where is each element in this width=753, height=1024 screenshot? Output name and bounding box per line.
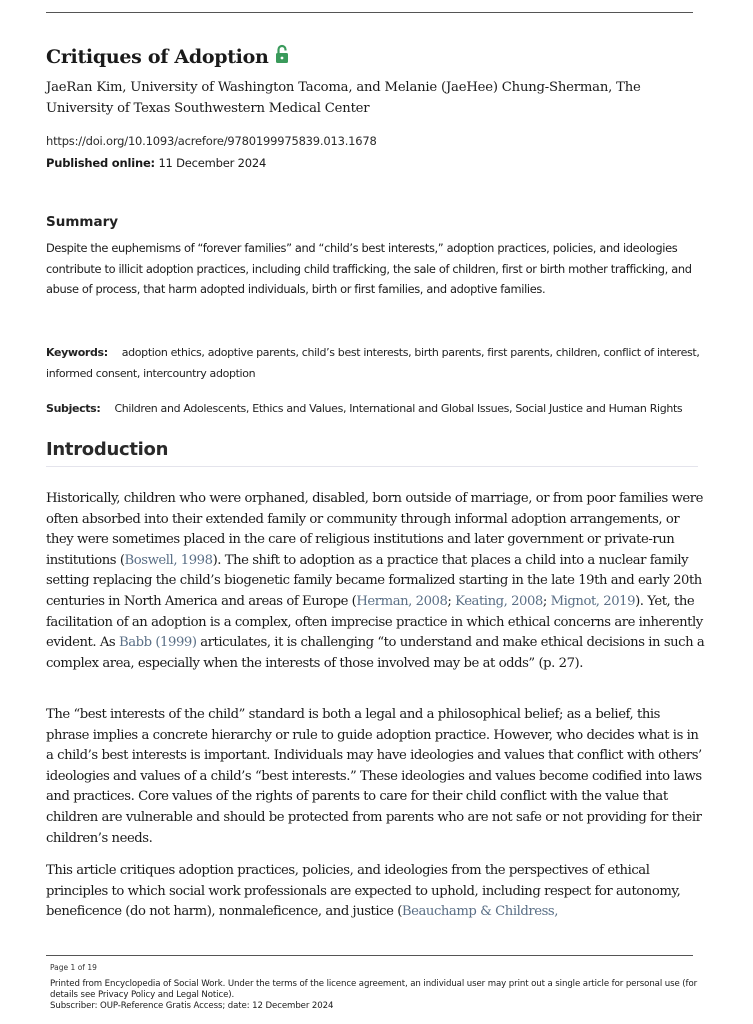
page-number xyxy=(50,963,97,972)
article-title: Critiques of Adoption xyxy=(46,46,269,68)
citation-link[interactable]: Babb (1999) xyxy=(118,635,197,651)
citation-link[interactable]: Boswell, 1998 xyxy=(124,552,213,568)
page-prefix: Page xyxy=(50,963,71,972)
keywords xyxy=(46,342,700,384)
keywords-label: Keywords: xyxy=(46,346,108,359)
article-authors: JaeRan Kim, University of Washington Tacoma, and Melanie (JaeHee) Chung-Sherman, The University of Texas Southwestern Medical Center xyxy=(46,80,641,116)
paragraph-text: ). The shift to adoption as a practice that places a child into a nuclear family setting replacing the child’s biogenetic family became formalized starting in the late 19th and early 20th centuries in North America and areas of Europe ( xyxy=(46,552,702,609)
paragraph-text: ). Yet, the facilitation of an adoption is a complex, often imprecise practice in which ethical concerns are inherently evident. As xyxy=(46,593,703,651)
published-label: Published online: xyxy=(46,156,155,170)
footer-rule xyxy=(46,955,693,956)
subjects-label: Subjects: xyxy=(46,402,101,415)
summary-text: Despite the euphemisms of “forever families” and “child’s best interests,” adoption practices, policies, and ideologies contribute to illicit adoption practices, including child trafficking, the sale of children, first or birth mother trafficking, and abuse of process, that harm adopted individuals, birth or first families, and adoptive families. xyxy=(46,241,692,296)
paragraph-text: ; xyxy=(447,593,456,609)
introduction-rule xyxy=(46,466,698,467)
published-online xyxy=(46,156,266,170)
paragraph-text: This article critiques adoption practices, policies, and ideologies from the perspectives of ethical principles to which social work professionals are expected to uphold, including respect for autonomy, beneficence (do not harm), nonmaleficence, and justice ( xyxy=(46,863,681,920)
paragraph-text: Historically, children who were orphaned, disabled, born outside of marriage, or from poor families were often absorbed into their extended family or community through informal adoption arrangements, or they were sometimes placed in the care of religious institutions and later government or private-run institutions ( xyxy=(46,491,703,568)
subscriber-info: Subscriber: OUP-Reference Gratis Access; date: 12 December 2024 xyxy=(50,1001,334,1011)
paragraph-text: articulates, it is challenging “to understand and make ethical decisions in such a complex area, especially when the interests of those involved may be at odds” (p. 27). xyxy=(46,635,705,671)
page-total: 19 xyxy=(87,963,97,972)
doi-link[interactable]: https://doi.org/10.1093/acrefore/9780199975839.013.1678 xyxy=(46,134,377,148)
page-current: 1 xyxy=(70,963,76,972)
published-date: 11 December 2024 xyxy=(158,156,267,170)
paragraph: The “best interests of the child” standard is both a legal and a philosophical belief; as a belief, this phrase implies a concrete hierarchy or rule to guide adoption practice. However, who decides what is in a child’s best interests is important. Individuals may have ideologies and values that conflict with others’ ideologies and values of a child’s “best interests.” These ideologies and values become codified into laws and practices. Core values of the rights of parents to care for their child conflict with the value that children are vulnerable and should be protected from parents who are not safe or not providing for their children’s needs. xyxy=(46,707,702,846)
subjects-text: Children and Adolescents, Ethics and Values, International and Global Issues, Social Justice and Human Rights xyxy=(114,402,683,415)
citation-link[interactable]: Herman, 2008 xyxy=(356,593,448,609)
summary-heading: Summary xyxy=(46,214,119,230)
paragraph xyxy=(46,861,706,923)
paragraph-text: ; xyxy=(542,593,551,609)
citation-link[interactable]: Mignot, 2019 xyxy=(550,593,636,609)
keywords-text: adoption ethics, adoptive parents, child’s best interests, birth parents, first parents, children, conflict of interest, informed consent, intercountry adoption xyxy=(46,346,700,380)
subjects xyxy=(46,402,700,415)
header-rule xyxy=(46,12,693,13)
paragraph xyxy=(46,489,706,674)
licence-notice: Printed from Encyclopedia of Social Work. Under the terms of the licence agreement, an individual user may print out a single article for personal use (for details see Privacy Policy and Legal Notice). xyxy=(50,979,698,1000)
unlocked-padlock-icon xyxy=(275,44,289,64)
title-row xyxy=(46,46,289,68)
citation-link[interactable]: Keating, 2008 xyxy=(455,593,543,609)
print-footer xyxy=(50,979,700,1012)
introduction-heading: Introduction xyxy=(46,439,169,460)
page-separator: of xyxy=(75,963,88,972)
citation-link[interactable]: Beauchamp & Childress, xyxy=(401,904,558,920)
